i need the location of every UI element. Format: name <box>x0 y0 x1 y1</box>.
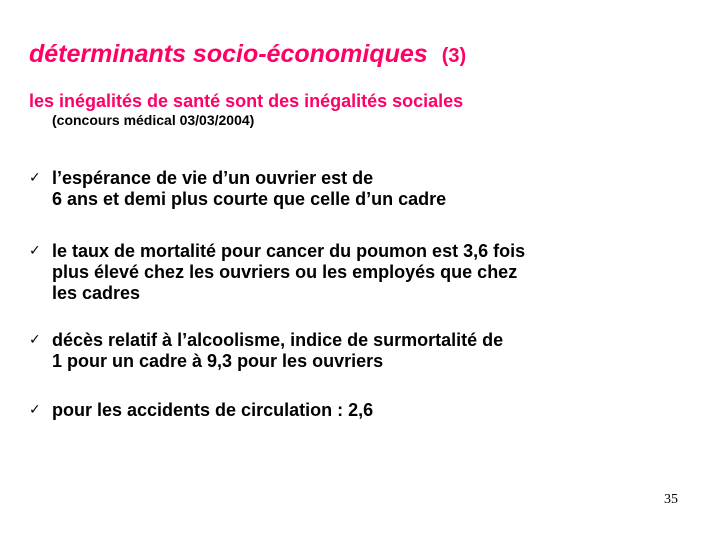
source-citation: (concours médical 03/03/2004) <box>52 112 255 128</box>
bullet-item <box>29 330 692 372</box>
bullet-text: décès relatif à l’alcoolisme, indice de surmortalité de 1 pour un cadre à 9,3 pour les ouvriers <box>52 330 504 371</box>
bullet-text: l’espérance de vie d’un ouvrier est de 6 ans et demi plus courte que celle d’un cadre <box>52 168 447 209</box>
bullet-item <box>29 400 692 421</box>
slide-title-number: (3) <box>441 45 467 67</box>
slide-title-text: déterminants socio-économiques <box>29 40 428 68</box>
page-number: 35 <box>664 492 678 507</box>
bullet-text: pour les accidents de circulation : 2,6 <box>52 400 374 420</box>
bullet-text: le taux de mortalité pour cancer du poumon est 3,6 fois plus élevé chez les ouvriers ou les employés que chez les cadres <box>52 241 526 303</box>
bullet-item <box>29 168 692 210</box>
check-icon: ✓ <box>29 243 41 259</box>
slide-title <box>29 40 466 69</box>
slide-subtitle: les inégalités de santé sont des inégalités sociales <box>29 91 464 111</box>
check-icon: ✓ <box>29 402 41 418</box>
check-icon: ✓ <box>29 332 41 348</box>
check-icon: ✓ <box>29 170 41 186</box>
bullet-item <box>29 241 692 304</box>
